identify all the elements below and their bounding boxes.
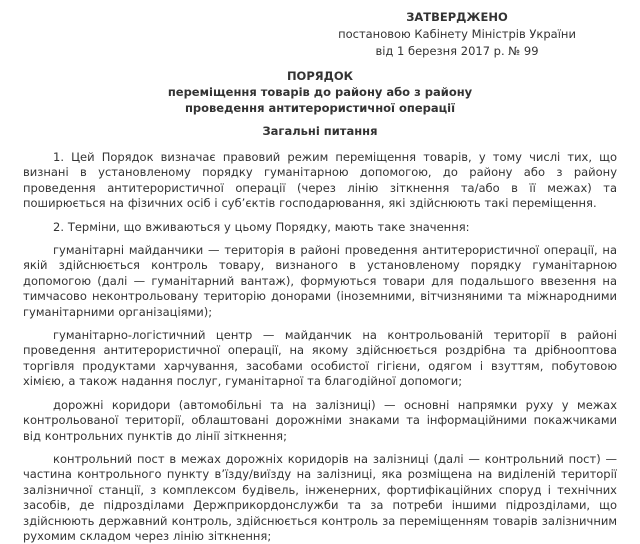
title-line-1: ПОРЯДОК — [286, 69, 354, 83]
paragraph-5: дорожні коридори (автомобільні та на залізниці) — основні напрямки руху у межах контрольованої території, облаштовані дорожніми знаками та інформаційними покажчиками від контрольних пунктів до лінії зіткнення; — [23, 397, 617, 443]
title-line-2: переміщення товарів до району або з району — [167, 85, 473, 99]
paragraph-2: 2. Терміни, що вживаються у цьому Порядку, мають таке значення: — [53, 219, 470, 234]
approval-resolution-line: постановою Кабінету Міністрів України — [338, 27, 576, 41]
approval-block — [307, 9, 607, 60]
paragraph-3: гуманітарні майданчики — територія в районі проведення антитерористичної операції, на якій здійснюється контроль товару, визнаного в установленому порядку гуманітарною допомогою (далі — гуманітарний вантаж), формуються товари для подальшого ввезення на тимчасово неконтрольовану територію донорами (іноземними, вітчизняними та міжнародними гуманітарними організаціями); — [23, 243, 617, 319]
document-title — [23, 68, 617, 116]
approval-date-line: від 1 березня 2017 р. № 99 — [375, 44, 539, 58]
paragraph-6: контрольний пост в межах дорожніх коридорів на залізниці (далі — контрольний пост) — частина контрольного пункту в’їзду/виїзду на залізниці, яка розміщена на виділеній території залізничної станції, з комплексом будівель, інженерних, фортифікаційних споруд і технічних засобів, де підрозділами Держприкордонслужби та за потреби іншими підрозділами, що здійснюють державний контроль, здійснюється контроль за переміщенням товарів залізничним рухомим складом через лінію зіткнення; — [23, 451, 617, 543]
section-heading: Загальні питання — [262, 124, 378, 138]
approval-heading: ЗАТВЕРДЖЕНО — [406, 10, 508, 24]
paragraph-4: гуманітарно-логістичний центр — майданчик на контрольованій території в районі проведення антитерористичної операції, на якому здійснюється роздрібна та дрібнооптова торгівля продуктами харчування, засобами особистої гігієни, одягом і взуттям, побутовою хімією, а також надання послуг, гуманітарної та благодійної допомоги; — [23, 328, 617, 389]
document-body — [23, 150, 617, 544]
paragraph-1: 1. Цей Порядок визначає правовий режим переміщення товарів, у тому числі тих, що визнані в установленому порядку гуманітарною допомогою, до району або з району проведення антитерористичної операції (через лінію зіткнення та/або в її межах) та поширюється на фізичних осіб і суб’єктів господарювання, які здійснюють такі переміщення. — [23, 150, 617, 211]
title-line-3: проведення антитерористичної операції — [184, 101, 456, 115]
